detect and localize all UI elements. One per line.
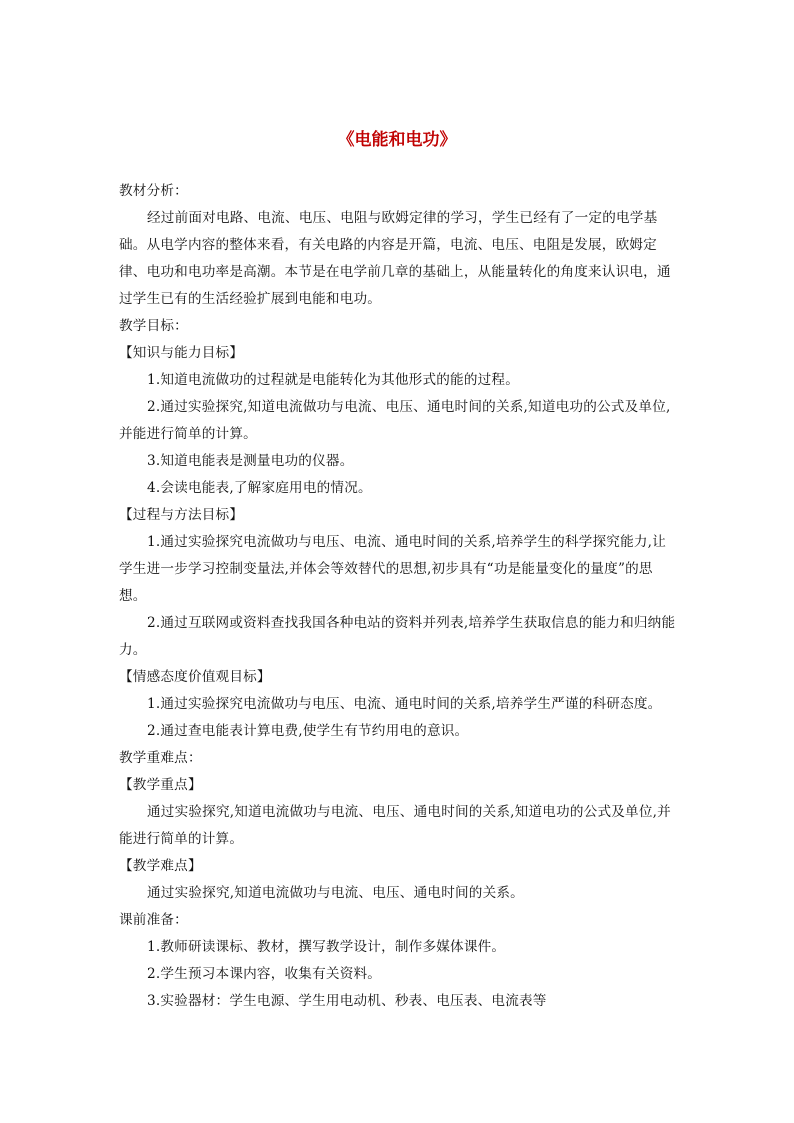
analysis-heading: 教材分析： xyxy=(119,183,188,199)
knowledge-item: 3.知道电能表是测量电功的仪器。 xyxy=(147,453,354,469)
emotion-heading: 【情感态度价值观目标】 xyxy=(119,669,271,685)
knowledge-item: 1.知道电流做功的过程就是电能转化为其他形式的能的过程。 xyxy=(147,372,520,388)
analysis-paragraph: 经过前面对电路、电流、电压、电阻与欧姆定律的学习，学生已经有了一定的电学基础。从电学内容的整体来看，有关电路的内容是开篇，电流、电压、电阻是发展，欧姆定律、电功和电功率是高潮。本节是在电学前几章的基础上，从能量转化的角度来认识电，通过学生已有的生活经验扩展到电能和电功。 xyxy=(119,210,671,307)
knowledge-item: 4.会读电能表,了解家庭用电的情况。 xyxy=(147,480,372,496)
document-title: 《电能和电功》 xyxy=(337,130,457,150)
process-item: 1.通过实验探究电流做功与电压、电流、通电时间的关系,培养学生的科学探究能力,让学生进一步学习控制变量法,并体会等效替代的思想,初步具有“功是能量变化的量度”的思想。 xyxy=(119,534,666,604)
difficult-paragraph: 通过实验探究,知道电流做功与电流、电压、通电时间的关系。 xyxy=(147,885,524,901)
keypoints-heading: 教学重难点： xyxy=(119,750,202,766)
document-body xyxy=(119,178,679,1015)
emotion-item: 2.通过查电能表计算电费,使学生有节约用电的意识。 xyxy=(147,723,469,739)
goals-heading: 教学目标： xyxy=(119,318,188,334)
knowledge-item: 2.通过实验探究,知道电流做功与电流、电压、通电时间的关系,知道电功的公式及单位,并能进行简单的计算。 xyxy=(119,399,671,442)
knowledge-heading: 【知识与能力目标】 xyxy=(119,345,244,361)
emotion-item: 1.通过实验探究电流做功与电压、电流、通电时间的关系,培养学生严谨的科研态度。 xyxy=(147,696,662,712)
prep-item: 3.实验器材：学生电源、学生用电动机、秒表、电压表、电流表等 xyxy=(147,993,547,1009)
key-paragraph: 通过实验探究,知道电流做功与电流、电压、通电时间的关系,知道电功的公式及单位,并能进行简单的计算。 xyxy=(119,804,671,847)
process-heading: 【过程与方法目标】 xyxy=(119,507,244,523)
process-item: 2.通过互联网或资料查找我国各种电站的资料并列表,培养学生获取信息的能力和归纳能力。 xyxy=(119,615,676,658)
difficult-heading: 【教学难点】 xyxy=(119,858,202,874)
prep-heading: 课前准备： xyxy=(119,912,188,928)
prep-item: 1.教师研读课标、教材，撰写教学设计，制作多媒体课件。 xyxy=(147,939,506,955)
prep-item: 2.学生预习本课内容，收集有关资料。 xyxy=(147,966,382,982)
key-heading: 【教学重点】 xyxy=(119,777,202,793)
